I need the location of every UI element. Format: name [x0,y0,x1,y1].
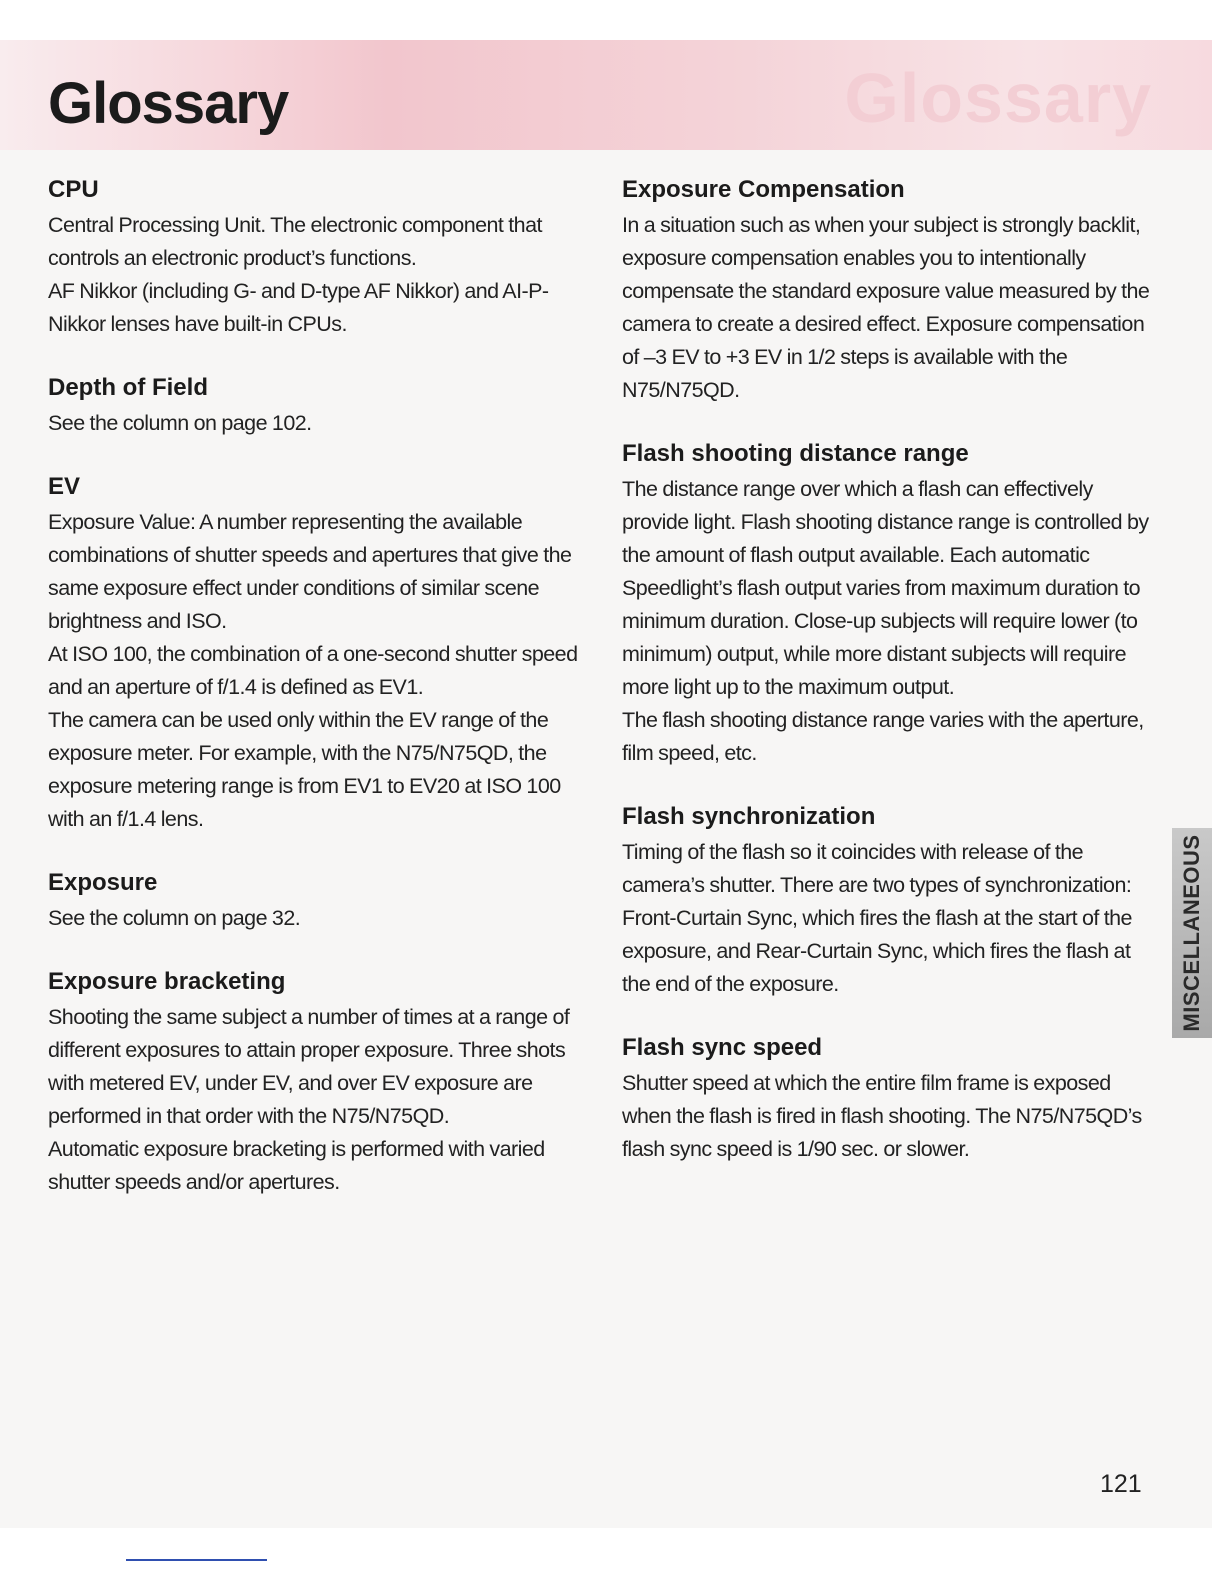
page-number: 121 [1100,1470,1142,1498]
side-tab-label: MISCELLANEOUS [1179,834,1204,1032]
definition-text: Automatic exposure bracketing is performed with varied shutter speeds and/or apertures. [48,1137,545,1194]
term-heading: CPU [48,176,99,203]
glossary-entry-cpu [48,174,593,341]
glossary-entry-flash-sync-speed [622,1032,1162,1166]
header-band [0,40,1212,150]
term-heading: Flash shooting distance range [622,440,969,467]
term-heading: EV [48,473,81,500]
right-column [622,174,1162,1197]
glossary-entry-flash-synchronization [622,801,1162,1001]
definition-text: AF Nikkor (including G- and D-type AF Nikkor) and AI-P-Nikkor lenses have built-in CPUs. [48,279,549,336]
definition-text: The camera can be used only within the EV range of the exposure meter. For example, with the N75/N75QD, the exposure metering range is from EV1 to EV20 at ISO 100 with an f/1.4 lens. [48,708,561,831]
term-heading: Flash synchronization [622,803,876,830]
term-heading: Exposure bracketing [48,968,286,995]
definition-text: Timing of the flash so it coincides with release of the camera’s shutter. There are two types of synchronization: Front-Curtain Sync, which fires the flash at the start of the exposure, and Rear-Curtain Sync, which fires the flash at the end of the exposure. [622,840,1132,996]
definition-text: Central Processing Unit. The electronic component that controls an electronic product’s functions. [48,213,542,270]
term-heading: Exposure [48,869,158,896]
definition-text: At ISO 100, the combination of a one-second shutter speed and an aperture of f/1.4 is defined as EV1. [48,642,578,699]
term-heading: Exposure Compensation [622,176,905,203]
glossary-entry-exposure-bracketing [48,966,593,1199]
definition-text: See the column on page 102. [48,411,312,435]
glossary-entry-exposure [48,867,593,935]
glossary-entry-flash-shooting-distance-range [622,438,1162,770]
term-heading: Depth of Field [48,374,208,401]
glossary-entry-exposure-compensation [622,174,1162,407]
term-heading: Flash sync speed [622,1034,823,1061]
page-title: Glossary [48,71,289,136]
definition-text: Shooting the same subject a number of times at a range of different exposures to attain proper exposure. Three shots with metered EV, under EV, and over EV exposure are performed in that order with the N75/N75QD. [48,1005,570,1128]
bottom-rule [126,1559,267,1561]
definition-text: See the column on page 32. [48,906,301,930]
glossary-entry-ev [48,471,593,836]
definition-text: The distance range over which a flash can effectively provide light. Flash shooting distance range is controlled by the amount of flash output available. Each automatic Speedlight’s flash output varies from maximum duration to minimum duration. Close-up subjects will require lower (to minimum) output, while more distant subjects will require more light up to the maximum output. [622,477,1149,699]
definition-text: Exposure Value: A number representing the available combinations of shutter speeds and apertures that give the same exposure effect under conditions of similar scene brightness and ISO. [48,510,572,633]
manual-page [0,40,1212,1528]
section-side-tab [1172,828,1212,1038]
definition-text: The flash shooting distance range varies with the aperture, film speed, etc. [622,708,1144,765]
glossary-entry-depth-of-field [48,372,593,440]
definition-text: In a situation such as when your subject is strongly backlit, exposure compensation enables you to intentionally compensate the standard exposure value measured by the camera to create a desired effect. Exposure compensation of –3 EV to +3 EV in 1/2 steps is available with the N75/N75QD. [622,213,1150,402]
left-column [48,174,593,1230]
definition-text: Shutter speed at which the entire film frame is exposed when the flash is fired in flash shooting. The N75/N75QD’s flash sync speed is 1/90 sec. or slower. [622,1071,1142,1161]
header-ghost-text: Glossary [844,59,1152,137]
